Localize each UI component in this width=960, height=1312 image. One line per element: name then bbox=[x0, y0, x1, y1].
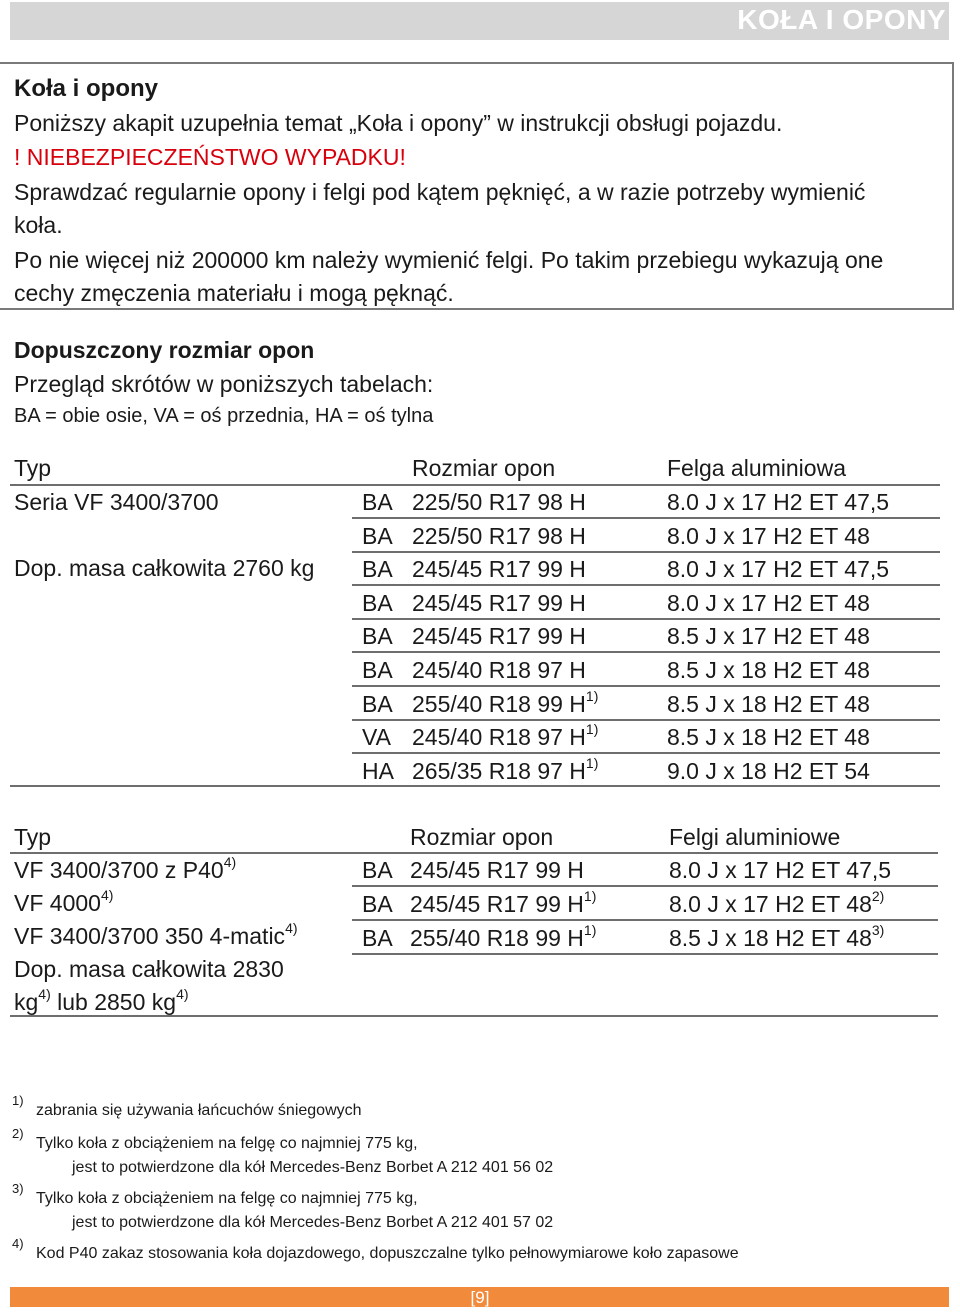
table1-row-rule bbox=[352, 651, 940, 653]
table1-tire-size-value: 245/40 R18 97 H bbox=[412, 724, 586, 750]
table2-type-1-note: 4) bbox=[223, 854, 237, 871]
table2-type-3-text: VF 3400/3700 350 4-matic bbox=[14, 923, 286, 949]
table2-type-2-text: VF 4000 bbox=[14, 890, 101, 916]
table1-row-rule bbox=[352, 517, 940, 519]
table2-rim-note: 3) bbox=[871, 922, 885, 939]
table1-tire-size-value: 245/45 R17 99 H bbox=[412, 590, 586, 616]
table2-tire-size-value: 255/40 R18 99 H bbox=[410, 925, 584, 951]
footnote-2-text-2: jest to potwierdzone dla kół Mercedes-Benz Borbet A 212 401 56 02 bbox=[72, 1159, 554, 1176]
table2-mass-note-2: 4) bbox=[176, 986, 189, 1003]
table1-tire-size-note: 1) bbox=[585, 688, 599, 705]
table1-rim: 8.0 J x 17 H2 ET 48 bbox=[667, 590, 870, 616]
table2-type-3 bbox=[14, 922, 298, 950]
table1-header-rim: Felga aluminiowa bbox=[667, 455, 846, 481]
table1-tire-size-value: 255/40 R18 99 H bbox=[412, 691, 586, 717]
table2-rim-value: 8.0 J x 17 H2 ET 47,5 bbox=[669, 857, 892, 883]
table2-type-1-text: VF 3400/3700 z P40 bbox=[14, 857, 224, 883]
table1-tire-size bbox=[412, 488, 586, 516]
table1-axle: BA bbox=[362, 590, 393, 616]
table1-tire-size-value: 225/50 R17 98 H bbox=[412, 489, 586, 515]
table2-rim bbox=[669, 890, 884, 918]
notice-line-1: Sprawdzać regularnie opony i felgi pod kątem pęknięć, a w razie potrzeby wymienić bbox=[14, 179, 866, 205]
section-subtitle: Przegląd skrótów w poniższych tabelach: bbox=[14, 371, 434, 397]
table1-tire-size-note: 1) bbox=[585, 721, 599, 738]
table1-tire-size-value: 265/35 R18 97 H bbox=[412, 758, 586, 784]
table1-header-size: Rozmiar opon bbox=[412, 455, 556, 481]
warning-text: ! NIEBEZPIECZEŃSTWO WYPADKU! bbox=[14, 144, 406, 170]
footnote-2-mark: 2) bbox=[12, 1126, 24, 1141]
table2-tire-size-note: 1) bbox=[583, 922, 597, 939]
table1-tire-size-value: 245/45 R17 99 H bbox=[412, 556, 586, 582]
table1-tire-size bbox=[412, 522, 586, 550]
notice-line-3: Po nie więcej niż 200000 km należy wymienić felgi. Po takim przebiegu wykazują one bbox=[14, 247, 884, 273]
table1-header-rule bbox=[10, 484, 940, 486]
table1-tire-size-value: 245/40 R18 97 H bbox=[412, 657, 586, 683]
table2-mass-note-1: 4) bbox=[38, 986, 51, 1003]
table1-axle: VA bbox=[362, 724, 391, 750]
notice-title: Koła i opony bbox=[14, 75, 158, 102]
table1-rim: 8.5 J x 17 H2 ET 48 bbox=[667, 623, 870, 649]
page-header-title: KOŁA I OPONY bbox=[737, 4, 946, 35]
table2-tire-size-value: 245/45 R17 99 H bbox=[410, 891, 584, 917]
table1-axle: BA bbox=[362, 523, 393, 549]
table2-type-3-note: 4) bbox=[285, 920, 298, 937]
table1-rim: 9.0 J x 18 H2 ET 54 bbox=[667, 758, 870, 784]
table2-axle: BA bbox=[362, 925, 393, 951]
table1-axle: BA bbox=[362, 489, 393, 515]
table1-tire-size-note: 1) bbox=[585, 755, 599, 772]
table1-header-type: Typ bbox=[14, 455, 52, 481]
table2-tire-size-value: 245/45 R17 99 H bbox=[410, 857, 584, 883]
table1-axle: BA bbox=[362, 657, 393, 683]
table1-row-rule bbox=[352, 719, 940, 721]
notice-line-4: cechy zmęczenia materiału i mogą pęknąć. bbox=[14, 280, 454, 306]
table1-rim: 8.0 J x 17 H2 ET 47,5 bbox=[667, 489, 890, 515]
table2-rim-value: 8.0 J x 17 H2 ET 48 bbox=[669, 891, 872, 917]
table1-tire-size bbox=[412, 690, 598, 718]
table2-axle: BA bbox=[362, 891, 393, 917]
table1-rim: 8.5 J x 18 H2 ET 48 bbox=[667, 657, 870, 683]
table2-type-2-note: 4) bbox=[100, 887, 114, 904]
table2-header-rule bbox=[10, 852, 938, 854]
table1-tire-size bbox=[412, 656, 586, 684]
table1-tire-size-value: 225/50 R17 98 H bbox=[412, 523, 586, 549]
notice-intro: Poniższy akapit uzupełnia temat „Koła i opony” w instrukcji obsługi pojazdu. bbox=[14, 110, 783, 136]
table1-tire-size bbox=[412, 723, 598, 751]
table1-rim: 8.0 J x 17 H2 ET 47,5 bbox=[667, 556, 890, 582]
table2-mass-line-1: Dop. masa całkowita 2830 bbox=[14, 956, 284, 982]
table2-mass-line-2 bbox=[14, 988, 189, 1016]
table1-row-rule bbox=[352, 685, 940, 687]
table2-rim-note: 2) bbox=[871, 888, 885, 905]
footnote-3-text: Tylko koła z obciążeniem na felgę co najmniej 775 kg, bbox=[36, 1190, 418, 1207]
table2-bottom-rule bbox=[10, 1015, 938, 1017]
table2-tire-size-note: 1) bbox=[583, 888, 597, 905]
table1-axle: HA bbox=[362, 758, 394, 784]
footnote-4-mark: 4) bbox=[12, 1236, 24, 1251]
table1-tire-size bbox=[412, 622, 586, 650]
table2-header-rim: Felgi aluminiowe bbox=[669, 824, 841, 850]
table1-rim: 8.5 J x 18 H2 ET 48 bbox=[667, 691, 870, 717]
table1-axle: BA bbox=[362, 623, 393, 649]
footnote-3-text-2: jest to potwierdzone dla kół Mercedes-Benz Borbet A 212 401 57 02 bbox=[72, 1214, 554, 1231]
footnote-1-mark: 1) bbox=[12, 1093, 24, 1108]
table2-tire-size bbox=[410, 890, 596, 918]
table2-tire-size bbox=[410, 856, 584, 884]
table1-type-mass: Dop. masa całkowita 2760 kg bbox=[14, 555, 315, 581]
table1-row-rule bbox=[352, 752, 940, 754]
table2-type-1 bbox=[14, 856, 236, 884]
table1-tire-size bbox=[412, 589, 586, 617]
table1-row-rule bbox=[352, 584, 940, 586]
table1-axle: BA bbox=[362, 556, 393, 582]
table2-mass-mid: lub 2850 kg bbox=[50, 989, 177, 1015]
page-number: [9] bbox=[470, 1288, 490, 1307]
table2-type-2 bbox=[14, 889, 113, 917]
table2-rim bbox=[669, 924, 884, 952]
table1-row-rule bbox=[352, 551, 940, 553]
footnote-4-text: Kod P40 zakaz stosowania koła dojazdowego, dopuszczalne tylko pełnowymiarowe koło zapasowe bbox=[36, 1245, 739, 1262]
table2-axle: BA bbox=[362, 857, 393, 883]
notice-line-2: koła. bbox=[14, 212, 63, 238]
footnote-3-mark: 3) bbox=[12, 1181, 24, 1196]
table2-rim-value: 8.5 J x 18 H2 ET 48 bbox=[669, 925, 872, 951]
table2-header-size: Rozmiar opon bbox=[410, 824, 554, 850]
table1-tire-size bbox=[412, 555, 586, 583]
table1-bottom-rule bbox=[10, 785, 940, 787]
table2-mass-kg: kg bbox=[14, 989, 39, 1015]
table2-tire-size bbox=[410, 924, 596, 952]
section-title: Dopuszczony rozmiar opon bbox=[14, 337, 315, 363]
table2-header-type: Typ bbox=[14, 824, 52, 850]
table2-row-rule bbox=[352, 919, 938, 921]
footnote-2-text: Tylko koła z obciążeniem na felgę co najmniej 775 kg, bbox=[36, 1135, 418, 1152]
table2-row-rule bbox=[352, 885, 938, 887]
table1-row-rule bbox=[352, 618, 940, 620]
table1-rim: 8.0 J x 17 H2 ET 48 bbox=[667, 523, 870, 549]
table2-rim bbox=[669, 856, 891, 884]
table1-type-series: Seria VF 3400/3700 bbox=[14, 489, 219, 515]
table1-tire-size bbox=[412, 757, 598, 785]
table2-row-rule bbox=[352, 953, 938, 955]
table1-tire-size-value: 245/45 R17 99 H bbox=[412, 623, 586, 649]
footnote-1-text: zabrania się używania łańcuchów śniegowych bbox=[36, 1102, 362, 1119]
table1-axle: BA bbox=[362, 691, 393, 717]
table1-rim: 8.5 J x 18 H2 ET 48 bbox=[667, 724, 870, 750]
abbreviation-legend: BA = obie osie, VA = oś przednia, HA = oś tylna bbox=[14, 405, 434, 427]
